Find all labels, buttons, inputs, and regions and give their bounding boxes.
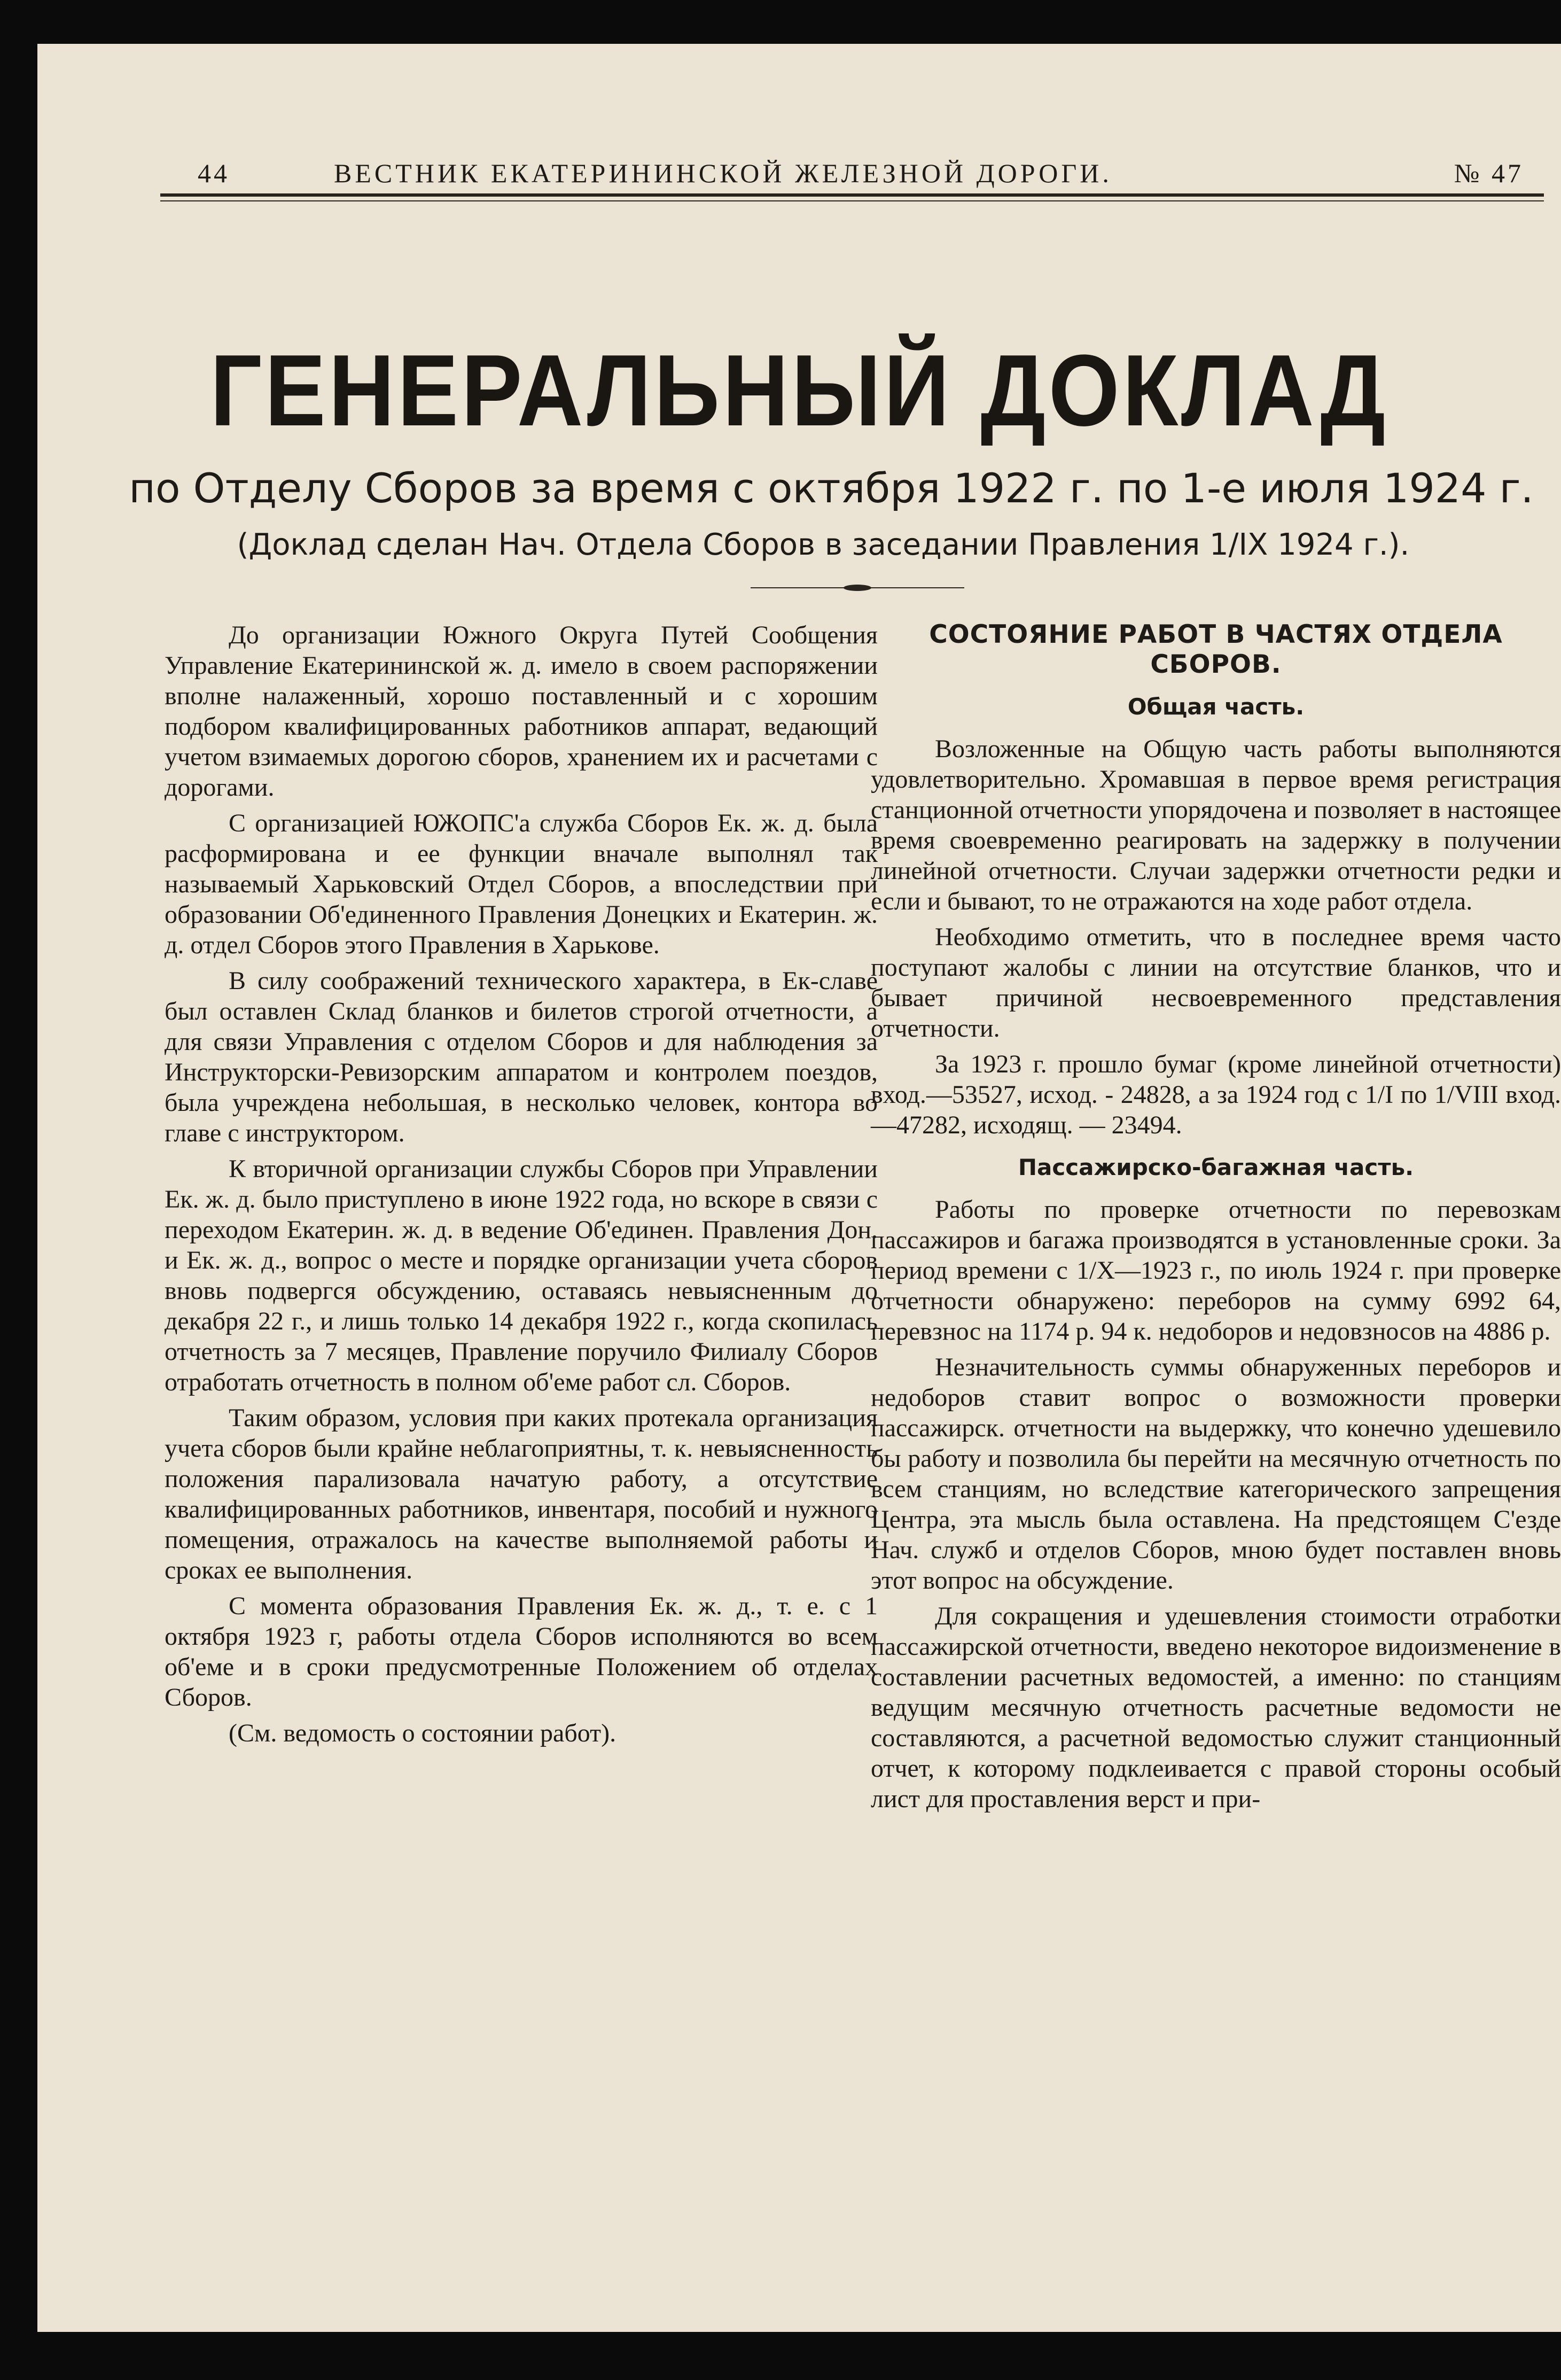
paragraph: Работы по проверке отчетности по перевозкам пассажиров и багажа производятся в установленные сроки. За период времени с 1/X—1923 г., по июль 1924 г. при проверке отчетности обнаружено: переборов на сумму 6992 64, перевзнос на 1174 р. 94 к. недоборов и недовзносов на 4886 р.	[871, 1195, 1561, 1345]
paragraph: С момента образования Правления Ек. ж. д., т. е. с 1 октября 1923 г, работы отдела Сборов исполняются во всем об'еме и в сроки предусмотренные Положением об отделах Сборов.	[165, 1592, 878, 1712]
right-column	[871, 620, 1561, 1814]
header-rule-thin	[160, 200, 1544, 201]
article-title: ГЕНЕРАЛЬНЫЙ ДОКЛАД	[210, 334, 1388, 447]
paragraph: С организацией ЮЖОПС'а служба Сборов Ек. ж. д. была расформирована и ее функции вначале выполнял так называемый Харьковский Отдел Сборов, а впоследствии при образовании Об'единенного Правления Донецких и Екатерин. ж. д. отдел Сборов этого Правления в Харькове.	[165, 809, 878, 959]
paragraph: В силу соображений технического характера, в Ек-славе был оставлен Склад бланков и билетов строгой отчетности, а для связи Управления с отделом Сборов и для наблюдения за Инструкторски-Ревизорским аппаратом и контролем поездов, была учреждена небольшая, в несколько человек, контора во главе с инструктором.	[165, 967, 878, 1147]
journal-page	[37, 44, 1561, 2332]
running-header	[37, 44, 1561, 188]
paragraph: Для сокращения и удешевления стоимости отработки пассажирской отчетности, введено некоторое видоизменение в составлении расчетных ведомостей, а именно: по станциям ведущим месячную отчетность расчетные ведомости не составляются, а расчетной ведомостью служит станционный отчет, к которому подклеивается с правой стороны особый лист для проставления верст и при-	[871, 1602, 1561, 1813]
left-column	[165, 620, 878, 1748]
paragraph: К вторичной организации службы Сборов при Управлении Ек. ж. д. было приступлено в июне 1922 года, но вскоре в связи с переходом Екатерин. ж. д. в ведение Об'единен. Правления Дон. и Ек. ж. д., вопрос о месте и порядке организации учета сборов вновь подвергся обсуждению, оставаясь невыясненным до декабря 22 г., и лишь только 14 декабря 1922 г., когда скопилась отчетность за 7 месяцев, Правление поручило Филиалу Сборов отработать отчетность в полном об'еме работ сл. Сборов.	[165, 1155, 878, 1396]
article-note: (Доклад сделан Нач. Отдела Сборов в заседании Правления 1/IX 1924 г.).	[237, 527, 1410, 562]
page-number: 44	[198, 158, 230, 188]
issue-number: № 47	[1454, 158, 1524, 188]
paragraph: Возложенные на Общую часть работы выполняются удовлетворительно. Хромавшая в первое время регистрация станционной отчетности упорядочена и позволяет в настоящее время своевременно реагировать на задержку в получении линейной отчетности. Случаи задержки отчетности редки и если и бывают, то не отражаются на ходе работ отдела.	[871, 735, 1561, 915]
paragraph: Необходимо отметить, что в последнее время часто поступают жалобы с линии на отсутствие бланков, что и бывает причиной несвоевременного представления отчетности.	[871, 923, 1561, 1043]
paragraph: До организации Южного Округа Путей Сообщения Управление Екатерининской ж. д. имело в своем распоряжении вполне налаженный, хорошо поставленный и с хорошим подбором квалифицированных работников аппарат, ведающий учетом взимаемых дорогою сборов, хранением их и расчетами с дорогами.	[165, 621, 878, 802]
article-subtitle: по Отделу Сборов за время с октября 1922 г. по 1-е июля 1924 г.	[129, 464, 1534, 512]
header-rule-thick	[160, 193, 1544, 197]
section-title: СОСТОЯНИЕ РАБОТ В ЧАСТЯХ ОТДЕЛА СБОРОВ.	[929, 620, 1503, 679]
journal-title: ВЕСТНИК ЕКАТЕРИНИНСКОЙ ЖЕЛЕЗНОЙ ДОРОГИ.	[334, 158, 1112, 188]
paragraph: За 1923 г. прошло бумаг (кроме линейной отчетности) вход.—53527, исход. - 24828, а за 1924 год с 1/I по 1/VIII вход.—47282, исходящ. — 23494.	[871, 1050, 1561, 1139]
subsection-title-passenger: Пассажирско-багажная часть.	[1018, 1154, 1414, 1180]
ornament-divider	[751, 582, 964, 593]
subsection-title-general: Общая часть.	[1127, 694, 1305, 720]
paragraph: Таким образом, условия при каких протекала организация учета сборов были крайне неблагоприятны, т. к. невыясненность положения парализовала начатую работу, а отсутствие квалифицированных работников, инвентаря, пособий и нужного помещения, отражалось на качестве выполняемой работы и сроках ее выполнения.	[165, 1404, 878, 1584]
paragraph: (См. ведомость о состоянии работ).	[229, 1719, 616, 1747]
paragraph: Незначительность суммы обнаруженных переборов и недоборов ставит вопрос о возможности проверки пассажирск. отчетности на выдержку, что конечно удешевило бы работу и позволила бы перейти на месячную отчетность по всем станциям, но вследствие категорического запрещения Центра, эта мысль была оставлена. На предстоящем С'езде Нач. служб и отделов Сборов, мною будет поставлен вновь этот вопрос на обсуждение.	[871, 1353, 1561, 1595]
